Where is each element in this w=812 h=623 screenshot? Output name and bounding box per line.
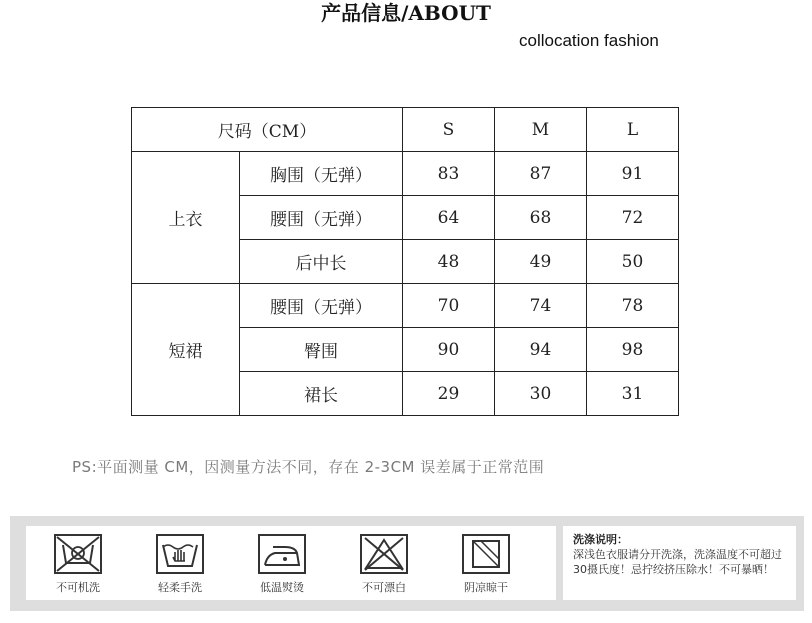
care-item bbox=[344, 526, 424, 595]
care-label: 低温熨烫 bbox=[260, 581, 304, 594]
care-instructions-text: 深浅色衣服请分开洗涤，洗涤温度不可超过30摄氏度！忌拧绞挤压除水！不可暴晒！ bbox=[573, 548, 782, 576]
cell-value: 78 bbox=[587, 284, 679, 328]
page-subtitle: collocation fashion bbox=[519, 31, 659, 50]
cell-value: 98 bbox=[587, 328, 679, 372]
row-label: 腰围（无弹） bbox=[240, 284, 403, 328]
cell-value: 91 bbox=[587, 152, 679, 196]
low-temp-iron-icon bbox=[255, 533, 309, 575]
group-label-skirt: 短裙 bbox=[132, 284, 240, 416]
cell-value: 31 bbox=[587, 372, 679, 416]
header-size-s: S bbox=[403, 108, 495, 152]
care-label: 阴凉晾干 bbox=[464, 581, 508, 594]
row-label: 臀围 bbox=[240, 328, 403, 372]
care-label: 不可机洗 bbox=[56, 581, 100, 594]
care-item bbox=[242, 526, 322, 595]
cell-value: 70 bbox=[403, 284, 495, 328]
care-label: 不可漂白 bbox=[362, 581, 406, 594]
gentle-hand-wash-icon bbox=[153, 533, 207, 575]
cell-value: 87 bbox=[495, 152, 587, 196]
care-instructions bbox=[563, 526, 796, 600]
row-label: 裙长 bbox=[240, 372, 403, 416]
cell-value: 72 bbox=[587, 196, 679, 240]
header-size-l: L bbox=[587, 108, 679, 152]
cell-value: 49 bbox=[495, 240, 587, 284]
no-bleach-icon bbox=[357, 533, 411, 575]
cell-value: 64 bbox=[403, 196, 495, 240]
group-label-top: 上衣 bbox=[132, 152, 240, 284]
cell-value: 74 bbox=[495, 284, 587, 328]
cell-value: 48 bbox=[403, 240, 495, 284]
cell-value: 90 bbox=[403, 328, 495, 372]
care-item bbox=[38, 526, 118, 595]
care-item bbox=[446, 526, 526, 595]
care-panel bbox=[10, 516, 804, 611]
measurement-note: PS:平面测量 CM，因测量方法不同，存在 2-3CM 误差属于正常范围 bbox=[72, 458, 545, 476]
shade-dry-icon bbox=[459, 533, 513, 575]
page-title: 产品信息/ABOUT bbox=[321, 1, 491, 25]
cell-value: 29 bbox=[403, 372, 495, 416]
header-size-m: M bbox=[495, 108, 587, 152]
care-label: 轻柔手洗 bbox=[158, 581, 202, 594]
care-item bbox=[140, 526, 220, 595]
header-size-label: 尺码（CM） bbox=[132, 108, 403, 152]
table-row bbox=[132, 152, 679, 196]
row-label: 腰围（无弹） bbox=[240, 196, 403, 240]
cell-value: 50 bbox=[587, 240, 679, 284]
row-label: 胸围（无弹） bbox=[240, 152, 403, 196]
care-icons-panel bbox=[26, 526, 556, 600]
care-instructions-title: 洗涤说明： bbox=[573, 533, 628, 546]
no-machine-wash-icon bbox=[51, 533, 105, 575]
cell-value: 94 bbox=[495, 328, 587, 372]
table-header-row bbox=[132, 108, 679, 152]
size-table bbox=[131, 107, 679, 416]
cell-value: 30 bbox=[495, 372, 587, 416]
cell-value: 68 bbox=[495, 196, 587, 240]
row-label: 后中长 bbox=[240, 240, 403, 284]
table-row bbox=[132, 284, 679, 328]
cell-value: 83 bbox=[403, 152, 495, 196]
